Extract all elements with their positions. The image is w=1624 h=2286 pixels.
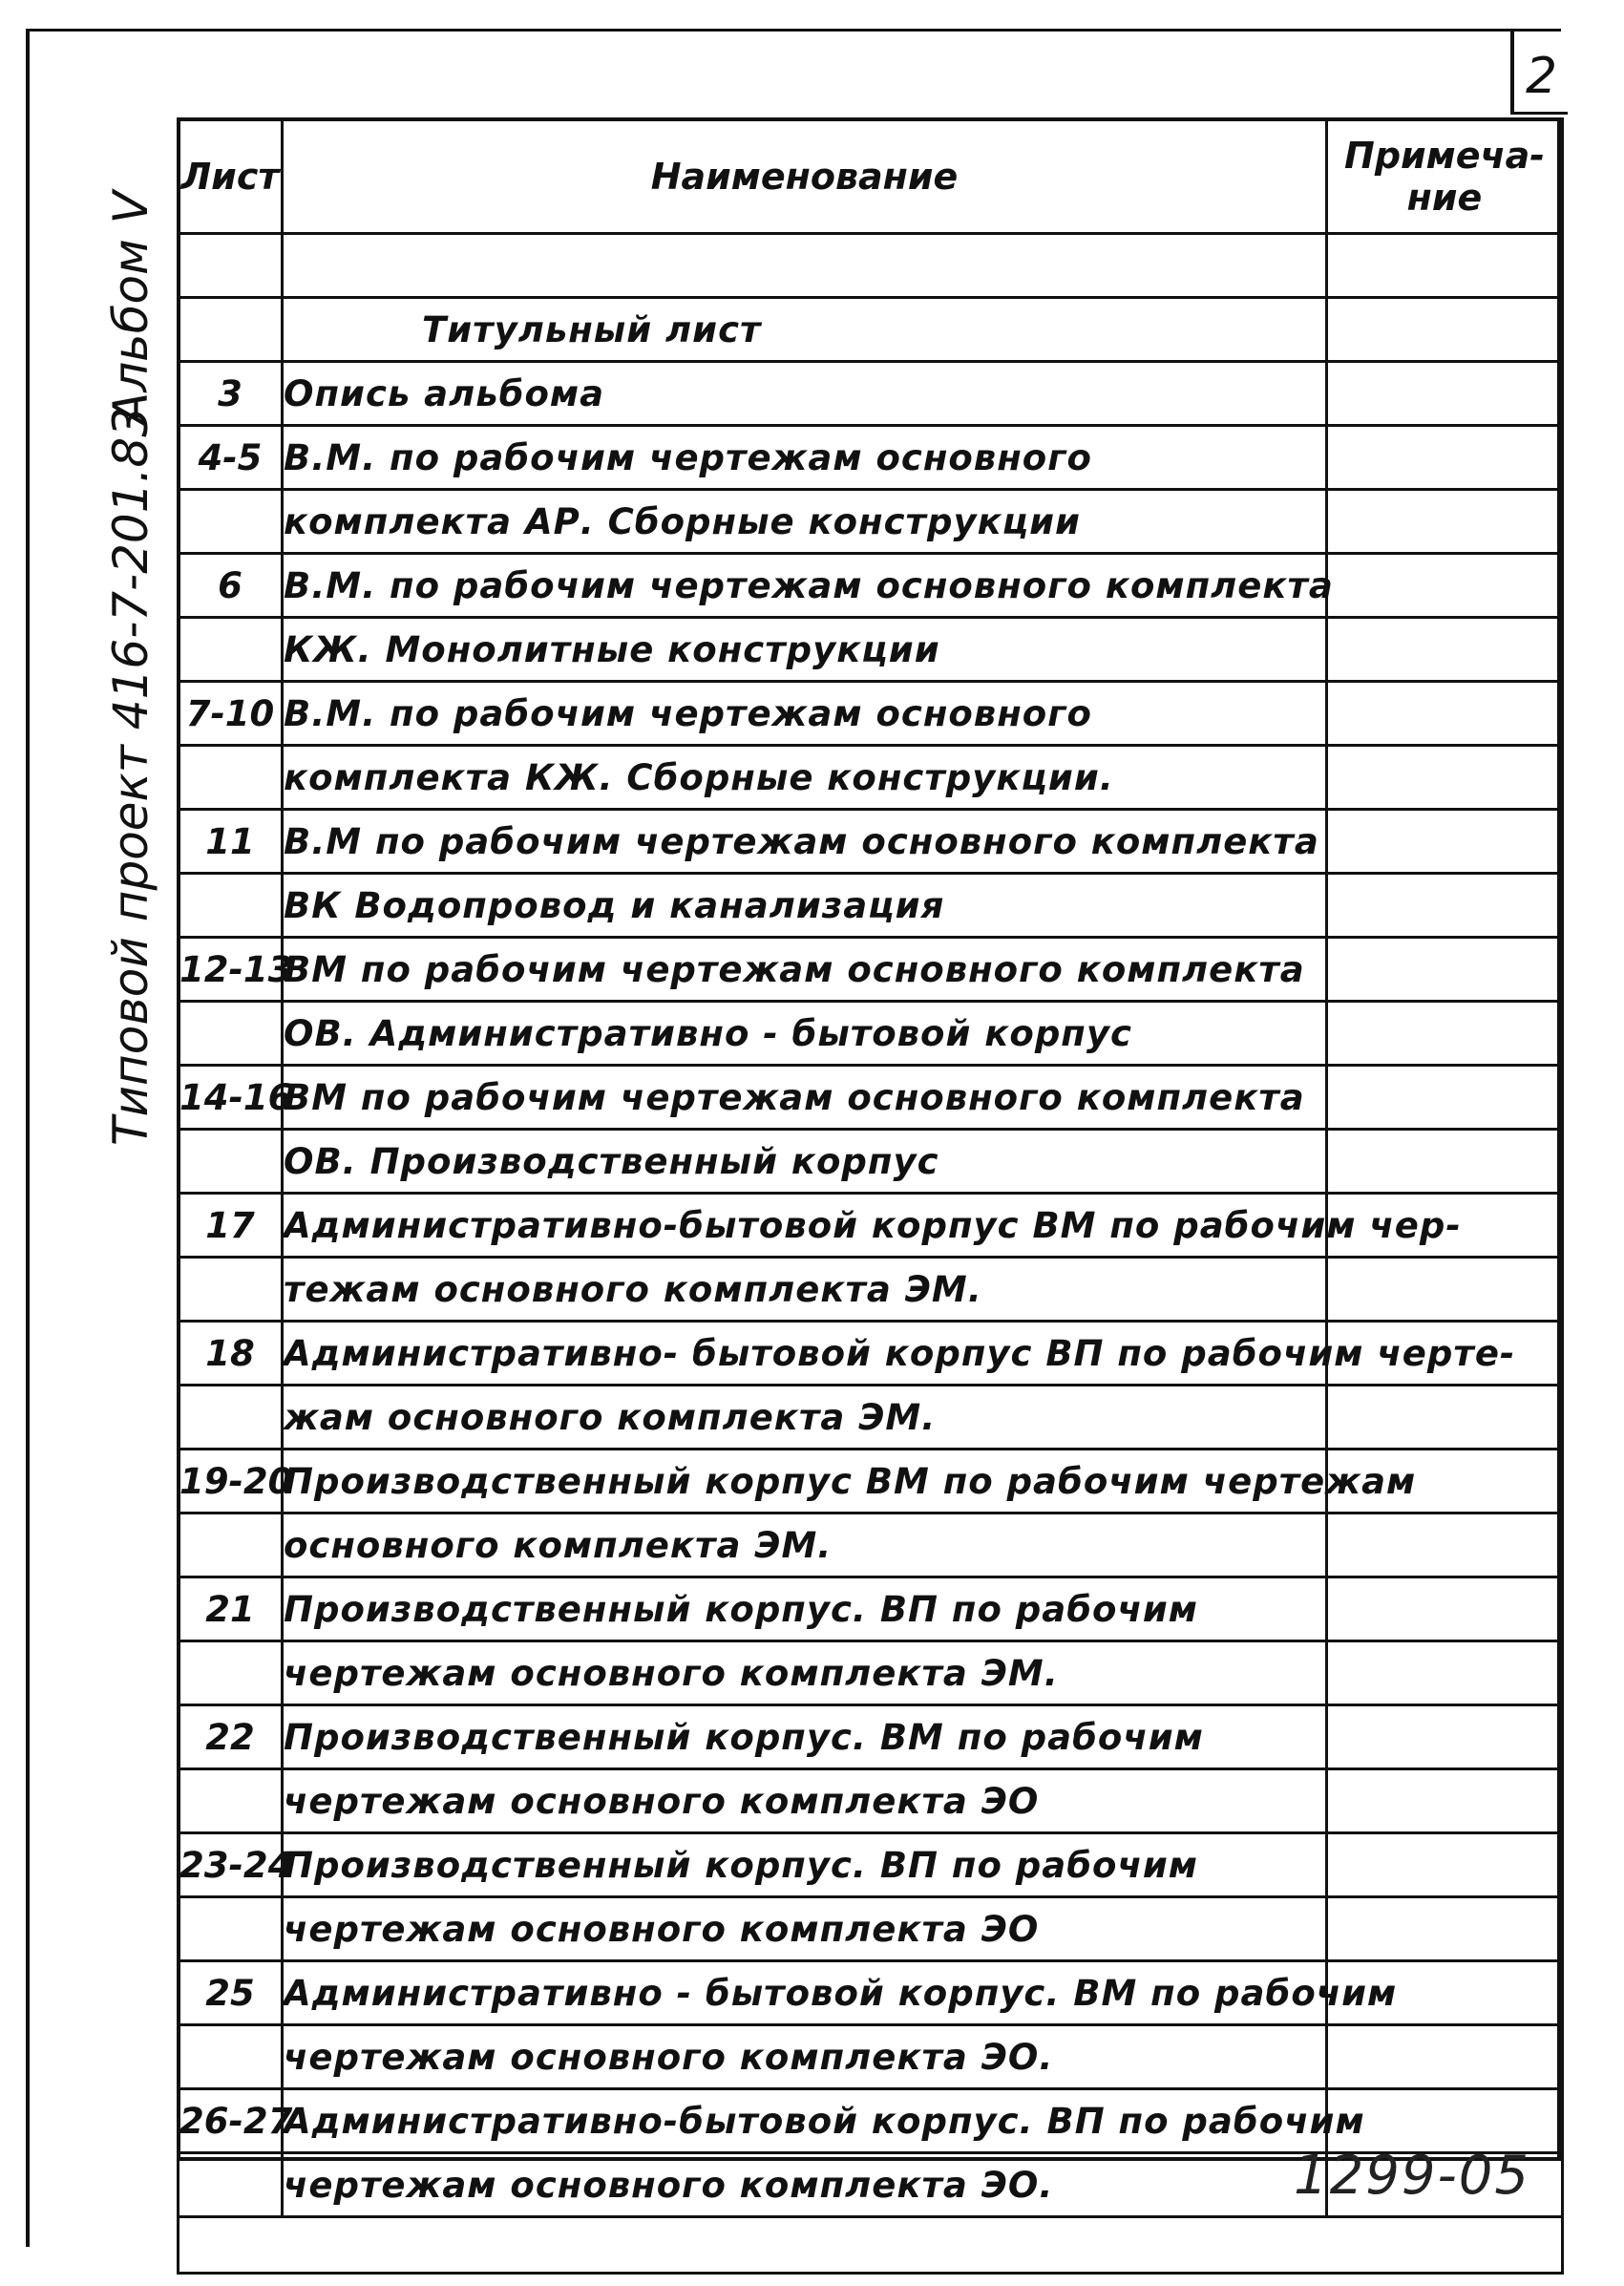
note-cell xyxy=(1327,362,1563,426)
table-row xyxy=(179,1194,1563,1258)
document-name: чертежам основного комплекта ЭО xyxy=(283,1769,1327,1833)
table-row-empty xyxy=(179,2217,1563,2274)
note-cell xyxy=(1327,1513,1563,1577)
document-name: Опись альбома xyxy=(283,362,1327,426)
note-cell xyxy=(1327,1897,1563,1961)
sheet-number: 7-10 xyxy=(179,682,283,746)
sheet-number: 3 xyxy=(179,362,283,426)
table-row xyxy=(179,554,1563,618)
sheet-number: 22 xyxy=(179,1705,283,1769)
note-cell xyxy=(1327,1002,1563,1066)
document-name: чертежам основного комплекта ЭО. xyxy=(283,2153,1327,2217)
document-name: Административно - бытовой корпус. ВМ по рабочим xyxy=(283,1961,1327,2025)
document-name: Титульный лист xyxy=(283,298,1327,362)
table-row xyxy=(179,1641,1563,1705)
document-name: В.М по рабочим чертежам основного комплекта xyxy=(283,810,1327,874)
sheet-number: 12-13 xyxy=(179,938,283,1002)
table-row xyxy=(179,1322,1563,1386)
sheet-number xyxy=(179,1130,283,1194)
sheet-number xyxy=(179,746,283,810)
table-row xyxy=(179,490,1563,554)
sheet-number xyxy=(179,1513,283,1577)
header-name: Наименование xyxy=(283,119,1327,234)
table-row xyxy=(179,2025,1563,2089)
document-name: ОВ. Административно - бытовой корпус xyxy=(283,1002,1327,1066)
table-body xyxy=(179,234,1563,2274)
document-name: ВМ по рабочим чертежам основного комплекта xyxy=(283,938,1327,1002)
document-name: ВМ по рабочим чертежам основного комплекта xyxy=(283,1066,1327,1130)
note-cell xyxy=(1327,1705,1563,1769)
table-header-row xyxy=(179,119,1563,234)
sheet-number xyxy=(179,2153,283,2217)
document-name: В.М. по рабочим чертежам основного комплекта xyxy=(283,554,1327,618)
document-name: Производственный корпус. ВП по рабочим xyxy=(283,1577,1327,1641)
note-cell xyxy=(1327,1258,1563,1322)
table-row xyxy=(179,1513,1563,1577)
sheet-number xyxy=(179,2025,283,2089)
note-cell xyxy=(1327,1130,1563,1194)
document-name: комплекта КЖ. Сборные конструкции. xyxy=(283,746,1327,810)
note-cell xyxy=(1327,1769,1563,1833)
document-name: жам основного комплекта ЭМ. xyxy=(283,1386,1327,1450)
note-cell xyxy=(1327,1066,1563,1130)
archive-number: 1299-05 xyxy=(1294,2145,1530,2207)
table-row xyxy=(179,1066,1563,1130)
sheet-number xyxy=(179,1897,283,1961)
sheet-number xyxy=(179,1641,283,1705)
note-cell xyxy=(1327,2025,1563,2089)
sheet-number: 11 xyxy=(179,810,283,874)
table-row xyxy=(179,682,1563,746)
table-row xyxy=(179,298,1563,362)
note-cell xyxy=(1327,490,1563,554)
header-sheet: Лист xyxy=(179,119,283,234)
sheet-number: 17 xyxy=(179,1194,283,1258)
document-name: ОВ. Производственный корпус xyxy=(283,1130,1327,1194)
document-name: Производственный корпус. ВМ по рабочим xyxy=(283,1705,1327,1769)
sheet-number: 25 xyxy=(179,1961,283,2025)
sheet-number xyxy=(179,1258,283,1322)
document-name: КЖ. Монолитные конструкции xyxy=(283,618,1327,682)
note-cell xyxy=(1327,234,1563,298)
sheet-number xyxy=(179,298,283,362)
table-row xyxy=(179,1577,1563,1641)
album-label: Альбом V xyxy=(103,191,158,425)
document-name: Административно-бытовой корпус. ВП по рабочим xyxy=(283,2089,1327,2153)
sheet-number xyxy=(179,618,283,682)
note-cell xyxy=(1327,1833,1563,1897)
table-row xyxy=(179,1833,1563,1897)
sheet-number: 26-27 xyxy=(179,2089,283,2153)
table-row xyxy=(179,1450,1563,1513)
table-row xyxy=(179,1705,1563,1769)
table-row xyxy=(179,1769,1563,1833)
document-name: чертежам основного комплекта ЭО. xyxy=(283,2025,1327,2089)
document-name: ВК Водопровод и канализация xyxy=(283,874,1327,938)
note-cell xyxy=(1327,618,1563,682)
note-cell xyxy=(1327,298,1563,362)
table-row xyxy=(179,746,1563,810)
sheet-number xyxy=(179,1002,283,1066)
sheet-number xyxy=(179,490,283,554)
sheet-number: 6 xyxy=(179,554,283,618)
note-cell xyxy=(1327,874,1563,938)
note-cell xyxy=(1327,810,1563,874)
note-cell xyxy=(1327,426,1563,490)
table-row xyxy=(179,874,1563,938)
document-name: В.М. по рабочим чертежам основного xyxy=(283,682,1327,746)
sheet-number: 18 xyxy=(179,1322,283,1386)
table-row xyxy=(179,426,1563,490)
table-row xyxy=(179,1002,1563,1066)
document-name xyxy=(283,234,1327,298)
table-row xyxy=(179,234,1563,298)
document-name: чертежам основного комплекта ЭМ. xyxy=(283,1641,1327,1705)
table-row xyxy=(179,2089,1563,2153)
sheet-number: 21 xyxy=(179,1577,283,1641)
table-row xyxy=(179,1130,1563,1194)
note-cell xyxy=(1327,1641,1563,1705)
document-name: Производственный корпус ВМ по рабочим чертежам xyxy=(283,1450,1327,1513)
sheet-number: 14-16 xyxy=(179,1066,283,1130)
document-name: Административно-бытовой корпус ВМ по рабочим чер- xyxy=(283,1194,1327,1258)
document-name: комплекта АР. Сборные конструкции xyxy=(283,490,1327,554)
note-cell xyxy=(1327,554,1563,618)
sheet-number: 4-5 xyxy=(179,426,283,490)
inventory-table xyxy=(177,117,1564,2275)
note-cell xyxy=(1327,682,1563,746)
note-cell xyxy=(1327,1386,1563,1450)
note-cell xyxy=(1327,746,1563,810)
table-row xyxy=(179,362,1563,426)
table-row xyxy=(179,1897,1563,1961)
table-row xyxy=(179,938,1563,1002)
sheet-number: 19-20 xyxy=(179,1450,283,1513)
table-row xyxy=(179,1961,1563,2025)
table-row xyxy=(179,1258,1563,1322)
sheet-number: 23-24 xyxy=(179,1833,283,1897)
sheet-number xyxy=(179,1386,283,1450)
document-name: Производственный корпус. ВП по рабочим xyxy=(283,1833,1327,1897)
header-note xyxy=(1327,119,1563,234)
document-name: чертежам основного комплекта ЭО xyxy=(283,1897,1327,1961)
table-row xyxy=(179,1386,1563,1450)
document-name: основного комплекта ЭМ. xyxy=(283,1513,1327,1577)
document-name: В.М. по рабочим чертежам основного xyxy=(283,426,1327,490)
sheet-number xyxy=(179,1769,283,1833)
project-stamp: Типовой проект 416-7-201.83 xyxy=(103,406,158,1146)
note-cell xyxy=(1327,938,1563,1002)
empty-cell xyxy=(179,2217,1563,2274)
header-note-text: Примеча- ние xyxy=(1344,134,1545,219)
table-row xyxy=(179,618,1563,682)
sheet-number xyxy=(179,874,283,938)
sheet-number xyxy=(179,234,283,298)
document-name: тежам основного комплекта ЭМ. xyxy=(283,1258,1327,1322)
note-cell xyxy=(1327,1577,1563,1641)
document-name: Административно- бытовой корпус ВП по рабочим черте- xyxy=(283,1322,1327,1386)
page-number: 2 xyxy=(1526,48,1558,105)
table-row xyxy=(179,810,1563,874)
